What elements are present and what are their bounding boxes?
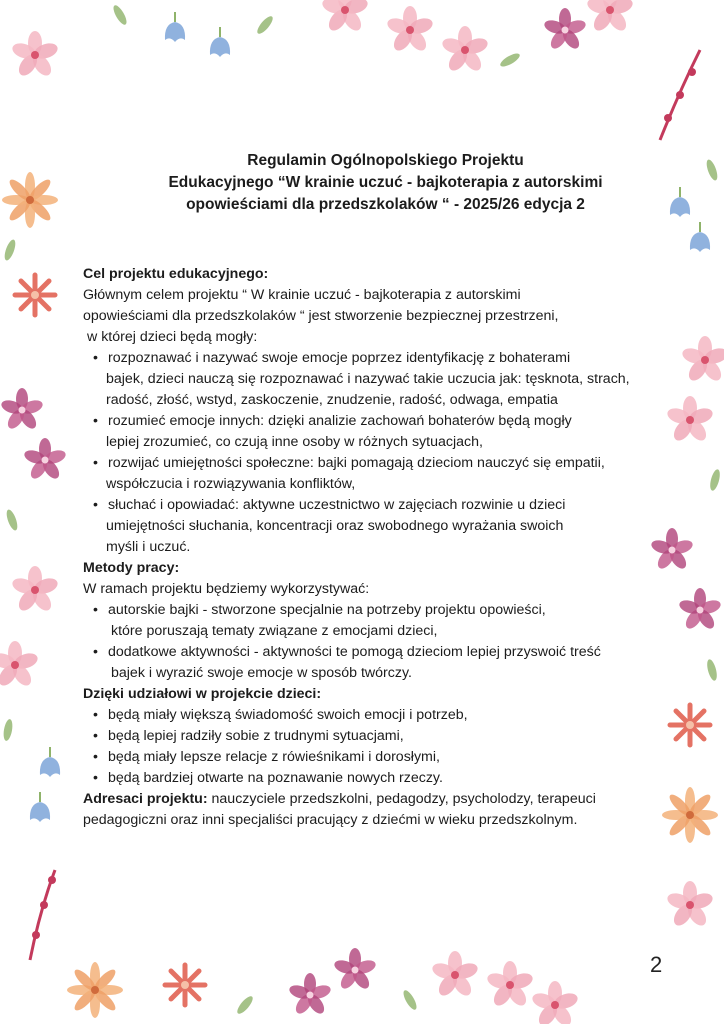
audience-text: nauczyciele przedszkolni, pedagodzy, psycholodzy, terapeuci bbox=[207, 791, 596, 807]
bullet-icon: • bbox=[93, 770, 98, 786]
list-item-text: które poruszają tematy związane z emocjami dzieci, bbox=[111, 623, 438, 639]
list-item bbox=[83, 705, 668, 726]
title-line: Regulamin Ogólnopolskiego Projektu bbox=[247, 152, 524, 169]
paragraph-line: opowieściami dla przedszkolaków “ jest stworzenie bezpiecznej przestrzeni, bbox=[83, 308, 559, 324]
bullet-icon: • bbox=[93, 413, 98, 429]
bullet-icon: • bbox=[93, 728, 98, 744]
bullet-icon: • bbox=[93, 602, 98, 618]
list-item-text: będą miały większą świadomość swoich emocji i potrzeb, bbox=[108, 707, 468, 723]
list-item-text: lepiej zrozumieć, co czują inne osoby w różnych sytuacjach, bbox=[106, 434, 483, 450]
bullet-icon: • bbox=[93, 707, 98, 723]
list-item-text: myśli i uczuć. bbox=[106, 539, 191, 555]
list-item-text: autorskie bajki - stworzone specjalnie na potrzeby projektu opowieści, bbox=[108, 602, 546, 618]
paragraph-line: w której dzieci będą mogły: bbox=[87, 329, 258, 345]
page-number: 2 bbox=[650, 952, 663, 977]
section-heading-goal: Cel projektu edukacyjnego: bbox=[83, 266, 269, 282]
list-item-text: bajek i wyrazić swoje emocje w sposób twórczy. bbox=[111, 665, 412, 681]
bullet-icon: • bbox=[93, 644, 98, 660]
bullet-icon: • bbox=[93, 497, 98, 513]
list-item-text: współczucia i rozwiązywania konfliktów, bbox=[106, 476, 356, 492]
list-item-text: dodatkowe aktywności - aktywności te pomogą dzieciom lepiej przyswoić treść bbox=[108, 644, 601, 660]
list-item bbox=[83, 411, 668, 453]
list-item-text: rozumieć emocje innych: dzięki analizie zachowań bohaterów będą mogły bbox=[108, 413, 572, 429]
list-item-text: będą bardziej otwarte na poznawanie nowych rzeczy. bbox=[108, 770, 443, 786]
document-title bbox=[103, 150, 668, 216]
document-body bbox=[83, 150, 668, 831]
list-item bbox=[83, 348, 668, 411]
list-item bbox=[83, 453, 668, 495]
section-heading-methods: Metody pracy: bbox=[83, 560, 180, 576]
list-item-text: rozpoznawać i nazywać swoje emocje poprzez identyfikację z bohaterami bbox=[108, 350, 571, 366]
list-item bbox=[83, 642, 668, 684]
list-item-text: będą lepiej radziły sobie z trudnymi sytuacjami, bbox=[108, 728, 404, 744]
list-item-text: bajek, dzieci nauczą się rozpoznawać i nazywać takie uczucia jak: tęsknota, strach, bbox=[106, 371, 630, 387]
list-item-text: rozwijać umiejętności społeczne: bajki pomagają dzieciom nauczyć się empatii, bbox=[108, 455, 605, 471]
paragraph-line: W ramach projektu będziemy wykorzystywać: bbox=[83, 581, 370, 597]
title-line: opowieściami dla przedszkolaków “ - 2025/26 edycja 2 bbox=[186, 196, 585, 213]
audience-label: Adresaci projektu: bbox=[83, 791, 208, 807]
goal-list bbox=[83, 348, 668, 558]
bullet-icon: • bbox=[93, 749, 98, 765]
list-item bbox=[83, 747, 668, 768]
list-item-text: umiejętności słuchania, koncentracji oraz swobodnego wyrażania swoich bbox=[106, 518, 564, 534]
title-line: Edukacyjnego “W krainie uczuć - bajkoterapia z autorskimi bbox=[168, 174, 603, 191]
list-item-text: będą miały lepsze relacje z rówieśnikami i dorosłymi, bbox=[108, 749, 440, 765]
list-item bbox=[83, 768, 668, 789]
paragraph-line: Głównym celem projektu “ W krainie uczuć - bajkoterapia z autorskimi bbox=[83, 287, 521, 303]
list-item-text: słuchać i opowiadać: aktywne uczestnictwo w zajęciach rozwinie u dzieci bbox=[108, 497, 566, 513]
list-item bbox=[83, 726, 668, 747]
benefits-list bbox=[83, 705, 668, 789]
list-item bbox=[83, 495, 668, 558]
methods-list bbox=[83, 600, 668, 684]
list-item-text: radość, złość, wstyd, zaskoczenie, znudzenie, radość, odwaga, empatia bbox=[106, 392, 558, 408]
section-heading-benefits: Dzięki udziałowi w projekcie dzieci: bbox=[83, 686, 322, 702]
bullet-icon: • bbox=[93, 350, 98, 366]
list-item bbox=[83, 600, 668, 642]
audience-paragraph bbox=[83, 789, 668, 810]
audience-text: pedagogiczni oraz inni specjaliści pracujący z dziećmi w wieku przedszkolnym. bbox=[83, 812, 578, 828]
bullet-icon: • bbox=[93, 455, 98, 471]
